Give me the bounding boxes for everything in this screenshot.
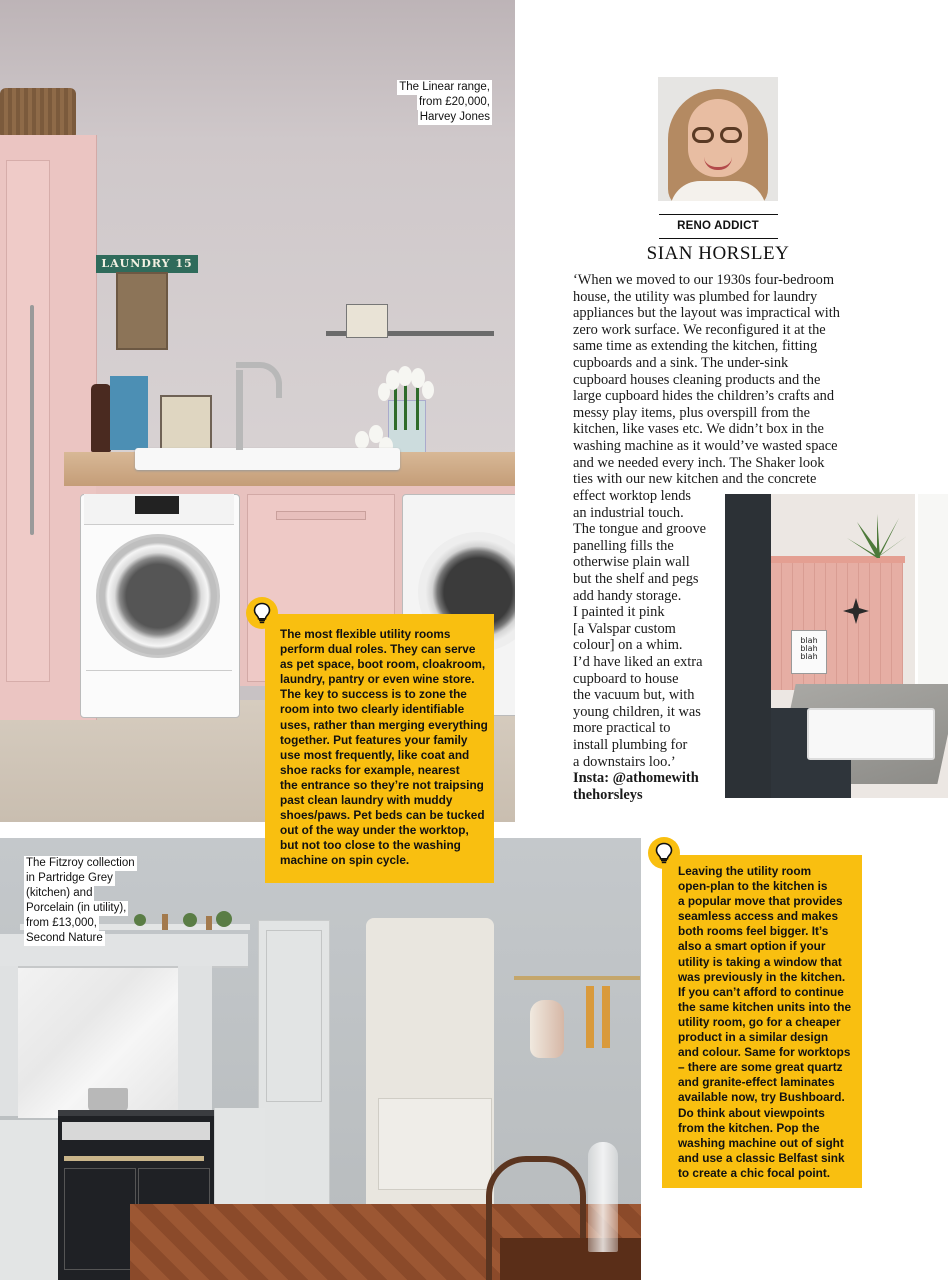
quote-line: I’d have liked an extra bbox=[573, 653, 703, 670]
quote-line: large cupboard hides the children’s crafts and bbox=[573, 388, 835, 405]
washer-display bbox=[135, 496, 179, 514]
quote-line: but the shelf and pegs bbox=[573, 570, 699, 587]
quote-line: colour] on a whim. bbox=[573, 637, 683, 654]
quote-line: cupboards and a sink. The under-sink bbox=[573, 354, 789, 371]
quote-line: house, the utility was plumbed for laundry bbox=[573, 288, 818, 305]
caption-fitzroy-collection bbox=[24, 856, 174, 946]
quote-line: cupboard houses cleaning products and the bbox=[573, 371, 821, 388]
tip-line: was previously in the kitchen. bbox=[678, 969, 846, 984]
washer-door bbox=[96, 534, 220, 658]
larder-door bbox=[266, 930, 322, 1102]
laundry-sign: LAUNDRY 15 bbox=[96, 255, 198, 273]
tap-spout bbox=[236, 362, 282, 398]
chopping-board bbox=[530, 1000, 564, 1058]
window bbox=[915, 494, 948, 694]
white-sink bbox=[807, 708, 935, 760]
base-cabinet bbox=[0, 1120, 58, 1280]
quote-line: [a Valspar custom bbox=[573, 620, 676, 637]
tip-line: and granite-effect laminates bbox=[678, 1075, 835, 1090]
caption-line: The Fitzroy collection bbox=[26, 857, 135, 869]
wicker-basket bbox=[0, 88, 76, 136]
quote-line: cupboard to house bbox=[573, 670, 679, 687]
quote-line: and we needed every inch. The Shaker look bbox=[573, 454, 825, 471]
caption-line: in Partridge Grey bbox=[26, 872, 113, 884]
caption-line: from £20,000, bbox=[419, 96, 490, 108]
profile-name: SIAN HORSLEY bbox=[646, 243, 790, 264]
cupboard-handle bbox=[30, 305, 34, 535]
wine-glass bbox=[588, 1142, 618, 1252]
pink-utility-photo bbox=[725, 494, 948, 798]
tip-line: perform dual roles. They can serve bbox=[280, 642, 476, 657]
tip-line: uses, rather than merging everything bbox=[280, 717, 488, 732]
tip-line: available now, try Bushboard. bbox=[678, 1090, 845, 1105]
print-text: blah bbox=[800, 652, 818, 661]
lightbulb-icon bbox=[654, 842, 674, 864]
dark-cabinet bbox=[725, 494, 771, 798]
caption-line: Porcelain (in utility), bbox=[26, 902, 127, 914]
key-box bbox=[116, 272, 168, 350]
tip-line: also a smart option if your bbox=[678, 939, 826, 954]
lightbulb-icon bbox=[648, 837, 680, 869]
blue-tin-sign bbox=[110, 376, 148, 450]
white-sink bbox=[135, 448, 400, 470]
tip-line: out of the way under the worktop, bbox=[280, 823, 469, 838]
quote-line: install plumbing for bbox=[573, 736, 688, 753]
caption-line: The Linear range, bbox=[399, 81, 490, 93]
quote-line: ‘When we moved to our 1930s four-bedroom bbox=[573, 272, 835, 288]
quote-line: more practical to bbox=[573, 720, 671, 737]
tip-line: and use a classic Belfast sink bbox=[678, 1150, 845, 1165]
oven-door bbox=[64, 1168, 136, 1270]
tip-line: The key to success is to zone the bbox=[280, 687, 467, 702]
caption-linear-range bbox=[396, 80, 492, 125]
tip-line: Do think about viewpoints bbox=[678, 1105, 825, 1120]
cupboard-handle bbox=[276, 511, 366, 520]
quote-line: appliances but the layout was impractical with bbox=[573, 305, 840, 322]
tip-line: – there are some great quartz bbox=[678, 1060, 843, 1075]
tip-line: utility is taking a window that bbox=[678, 954, 842, 969]
brass-rail bbox=[514, 976, 640, 980]
rail-sign bbox=[346, 304, 388, 338]
lightbulb-icon bbox=[252, 602, 272, 624]
tip-line: machine on spin cycle. bbox=[280, 853, 410, 868]
star-ornament-icon bbox=[843, 598, 869, 624]
tip-line: open-plan to the kitchen is bbox=[678, 879, 828, 894]
tip-line: shoe racks for example, nearest bbox=[280, 762, 460, 777]
glasses-icon bbox=[692, 127, 714, 143]
framed-sign bbox=[160, 395, 212, 451]
quote-body bbox=[573, 272, 868, 488]
plant-icon bbox=[847, 514, 907, 558]
print-text: blah bbox=[800, 636, 818, 645]
cooker-knobs bbox=[62, 1122, 210, 1140]
quote-body-continued bbox=[573, 488, 723, 803]
tip-box-flexible-rooms bbox=[265, 614, 494, 883]
author-portrait bbox=[658, 77, 778, 201]
hanging-utensil bbox=[586, 986, 594, 1048]
quote-line: kitchen, like vases etc. We didn’t box in the bbox=[573, 421, 824, 438]
tip-line: but not too close to the washing bbox=[280, 838, 461, 853]
heading-rule-top bbox=[659, 214, 778, 215]
quote-line: ties with our new kitchen and the concrete bbox=[573, 471, 817, 488]
section-kicker: RENO ADDICT bbox=[677, 220, 759, 232]
caption-line: (kitchen) and bbox=[26, 887, 93, 899]
tip-line: washing machine out of sight bbox=[678, 1135, 844, 1150]
tip-line: as pet space, boot room, cloakroom, bbox=[280, 657, 486, 672]
quote-line: an industrial touch. bbox=[573, 504, 684, 521]
quote-line: effect worktop lends bbox=[573, 488, 692, 504]
quote-line: messy play items, plus overspill from the bbox=[573, 404, 811, 421]
tip-line: use most frequently, like coat and bbox=[280, 747, 470, 762]
tip-line: both rooms feel bigger. It’s bbox=[678, 924, 829, 939]
blah-print bbox=[791, 630, 827, 674]
quote-line: the vacuum but, with bbox=[573, 687, 695, 704]
lightbulb-icon bbox=[246, 597, 278, 629]
tip-line: past clean laundry with muddy bbox=[280, 793, 453, 808]
tip-line: utility room, go for a cheaper bbox=[678, 1014, 841, 1029]
tip-line: shoes/paws. Pet beds can be tucked bbox=[280, 808, 485, 823]
tip-line: to create a chic focal point. bbox=[678, 1165, 831, 1180]
quote-line: washing machine as it would’ve wasted space bbox=[573, 437, 838, 454]
tip-box-open-plan bbox=[662, 855, 862, 1188]
tip-line: and colour. Same for worktops bbox=[678, 1045, 851, 1060]
saucepan bbox=[88, 1088, 128, 1112]
quote-line: I painted it pink bbox=[573, 604, 665, 621]
washer-kickplate bbox=[86, 670, 232, 713]
caption-line: Harvey Jones bbox=[419, 111, 490, 123]
instagram-handle: Insta: @athomewith bbox=[573, 770, 699, 787]
quote-line: otherwise plain wall bbox=[573, 554, 690, 571]
dining-table bbox=[500, 1238, 641, 1280]
tip-line: from the kitchen. Pop the bbox=[678, 1120, 820, 1135]
cooker-handle bbox=[64, 1156, 204, 1161]
instagram-handle: thehorsleys bbox=[573, 786, 643, 803]
tip-line: room into two clearly identifiable bbox=[280, 702, 465, 717]
utility-cabinets bbox=[378, 1098, 492, 1190]
quote-line: The tongue and groove bbox=[573, 521, 707, 538]
wine-bottle bbox=[91, 384, 111, 452]
tip-line: a popular move that provides bbox=[678, 894, 843, 909]
tip-line: laundry, pantry or even wine store. bbox=[280, 672, 475, 687]
tip-line: together. Put features your family bbox=[280, 732, 468, 747]
caption-line: from £13,000, bbox=[26, 917, 97, 929]
quote-line: add handy storage. bbox=[573, 587, 682, 604]
tip-line: the entrance so they’re not traipsing bbox=[280, 777, 484, 792]
caption-line: Second Nature bbox=[26, 932, 103, 944]
quote-line: a downstairs loo.’ bbox=[573, 753, 676, 770]
hanging-utensil bbox=[602, 986, 610, 1048]
chimney-breast bbox=[0, 966, 18, 1116]
tip-line: If you can’t afford to continue bbox=[678, 984, 844, 999]
print-text: blah bbox=[800, 644, 818, 653]
cupboard-door bbox=[6, 160, 50, 682]
tip-line: seamless access and makes bbox=[678, 909, 839, 924]
tip-line: The most flexible utility rooms bbox=[280, 627, 451, 641]
quote-line: zero work surface. We reconfigured it at the bbox=[573, 321, 826, 338]
chimney-breast bbox=[178, 966, 212, 1116]
quote-line: same time as extending the kitchen, fitting bbox=[573, 338, 818, 355]
glasses-icon bbox=[720, 127, 742, 143]
tip-line: product in a similar design bbox=[678, 1030, 829, 1045]
quote-line: young children, it was bbox=[573, 703, 701, 720]
tip-line: Leaving the utility room bbox=[678, 864, 812, 878]
quote-line: panelling fills the bbox=[573, 537, 674, 554]
heading-rule-bottom bbox=[659, 238, 778, 239]
tip-line: the same kitchen units into the bbox=[678, 999, 852, 1014]
